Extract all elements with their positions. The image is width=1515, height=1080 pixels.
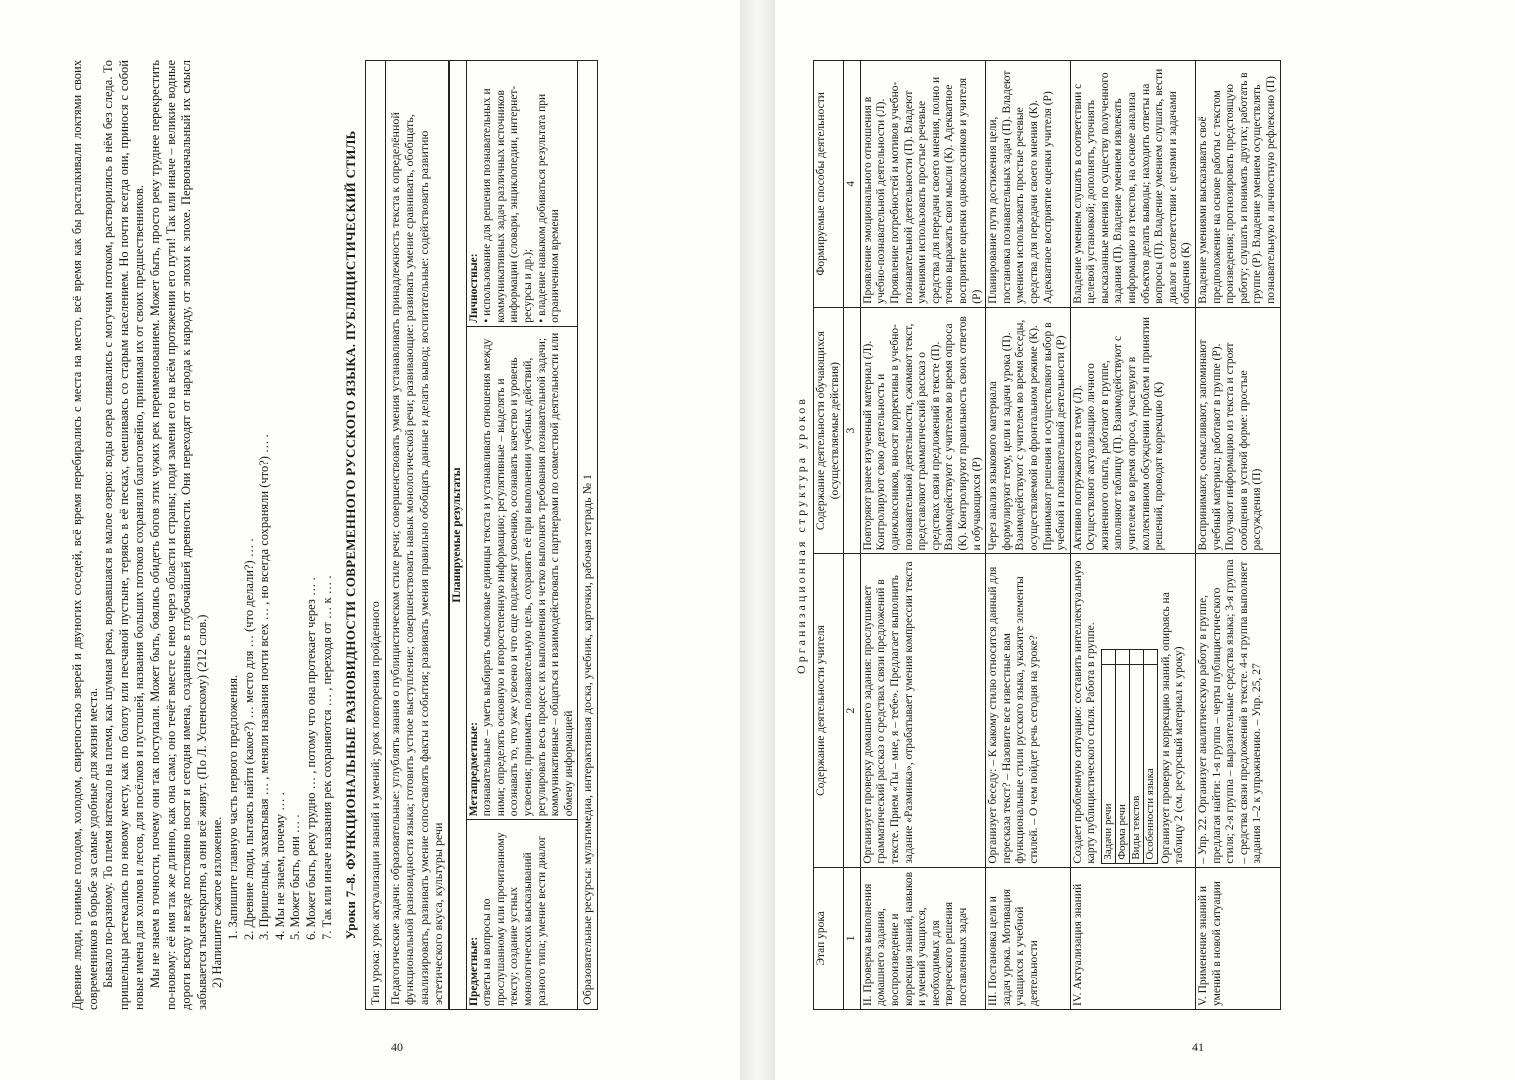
- task-item: 1. Запишите главную часть первого предложения.: [225, 674, 240, 940]
- table-heading: Организационная структура уроков: [794, 396, 808, 674]
- students-cell: Воспринимают, осмысливают, запоминают учебный материал; работают в группе (Р). Получают информацию из текста и строят сообщения в устной форме: простые рассуждения (П): [1196, 307, 1281, 554]
- table-row: [986, 61, 1071, 1010]
- stage-cell: IV. Актуализация знаний: [1070, 867, 1195, 1009]
- mind-map-row: Форма речи: [1115, 664, 1129, 863]
- page-40-rotated-content: [70, 60, 730, 1010]
- mind-map-table: [1101, 649, 1158, 863]
- column-header: Содержание деятельности обучающихся (осуществляемые действия): [814, 307, 844, 554]
- students-cell: Через анализ языкового материала формулируют тему, цели и задачи урока (П). Взаимодействуют с учителем во время беседы, осуществляемой во фронтальном режиме (К). Принимают решения и осуществляют выбор в учебной и познавательной деятельности (Р): [986, 307, 1071, 554]
- page-41-rotated-content: [790, 60, 1505, 1010]
- subject-results-text: ответы на вопросы по прослушанному или прочитанному тексту; создание устных монологических высказываний разного типа; умение вести диалог: [481, 832, 548, 1006]
- teacher-text: Создает проблемную ситуацию: составить интеллектуальную карту публицистического стиля. Работа в группе.: [1071, 560, 1098, 864]
- task-list: [226, 60, 335, 1010]
- column-number: 2: [844, 554, 861, 867]
- lesson-type: Тип урока: урок актуализации знаний и умений; урок повторения пройденного: [365, 60, 386, 1010]
- column-header: Содержание деятельности учителя: [814, 554, 844, 867]
- column-number: 1: [844, 867, 861, 1009]
- column-header: Формируемые способы деятельности: [814, 61, 844, 308]
- teacher-cell: Организует беседу: – К какому стилю относится данный для пересказа текст? – Назовите все известные вам функциональные стили русского языка, укажите элементы стилей. – О чем пойдет речь сегодня на уроке?: [986, 554, 1071, 867]
- results-header: Планируемые результаты: [450, 61, 467, 1010]
- lesson-title: Уроки 7–8. ФУНКЦИОНАЛЬНЫЕ РАЗНОВИДНОСТИ СОВРЕМЕННОГО РУССКОГО ЯЗЫКА. ПУБЛИЦИСТИЧЕСКИЙ СТИЛЬ: [343, 130, 359, 940]
- task-item: 5. Может быть, они … .: [288, 814, 303, 940]
- students-cell: Активно погружаются в тему (Л). Осуществляют актуализацию личного жизненного опыта, работают в группе, заполняют таблицу (П). Взаимодействуют с учителем во время опроса, участвуют в коллективном обсуждении проблем и принятии решений, проводят коррекцию (К): [1070, 307, 1195, 554]
- table-row: [860, 61, 985, 1010]
- column-number: 4: [844, 61, 861, 308]
- teacher-cell: Организует проверку домашнего задания: прослушивает грамматический рассказ о средствах связи предложений в тексте. Прием «Ты – мне, я – тебе». Предлагает выполнить задание «Разминка», отрабатывает умения компрессии текста: [860, 554, 985, 867]
- paragraph: Бывало по-разному. То племя натекало на племя, как шумная река, ворвавшаяся в малое озерко: воды озера сливались с могучим потоком, растворились в нём без следа. То пришельцы растекались по новому месту, как по болоту или песчаной пустыне, теряясь в её песках, смешиваясь со старым населением. Но почти всегда они, принося с собой новые имена для холмов и лесов, для посёлков и пустошей, названия больших потоков сохраняли благоговейно, принимая их от своих предшественников.: [101, 60, 147, 1010]
- column-number: 3: [844, 307, 861, 554]
- meta-results-title: Метапредметные:: [467, 722, 480, 817]
- table-row: [1196, 61, 1281, 1010]
- lesson-structure-table: [813, 60, 1281, 1010]
- page-number: 40: [391, 1040, 403, 1054]
- teacher-cell: – Упр. 22. Организует аналитическую работу в группе, предлагая найти: 1-я группа – черты публицистического стиля; 2-я группа – выразительные средства языка; 3-я группа – средства связи предложений в тексте. 4-я группа выполняет задания 1–2 к упражнению. – Упр. 25, 27: [1196, 554, 1281, 867]
- personal-result-item: владение навыком добиваться результата при ограниченном времени: [535, 93, 562, 323]
- paragraph: 2) Напишите сжатое изложение.: [210, 816, 225, 988]
- task-item: 2. Древние люди, пытаясь найти (какое?) … место для … (что делали?) … .: [241, 538, 256, 940]
- column-header: Этап урока: [814, 867, 844, 1009]
- mind-map-row: Задачи речи: [1101, 664, 1115, 863]
- table-row: [1070, 61, 1195, 1010]
- educational-resources: Образовательные ресурсы: мультимедиа, интерактивная доска, учебник, карточки, рабочая тетрадь № 1: [578, 60, 598, 1010]
- paragraph: Древние люди, гонимые голодом, холодом, свирепостью зверей и двуногих соседей, всё время перебирались с места на место, всё время как бы расталкивали локтями своих современников в борьбе за самые удобные для жизни места.: [70, 60, 100, 1010]
- mind-map-row: Особенности языка: [1143, 664, 1157, 863]
- stage-cell: II. Проверка выполнения домашнего задания, воспроизведение и коррекция знаний, навыков и умений учащихся, необходимых для творческого решения поставленных задач: [860, 867, 985, 1009]
- teacher-text: Организует проверку и коррекцию знаний, опираясь на таблицу 2 (см. ресурсный материал к уроку): [1159, 592, 1186, 864]
- personal-results-title: Личностные:: [467, 253, 480, 323]
- stage-cell: III. Постановка цели и задач урока. Мотивация учащихся к учебной деятельности: [986, 867, 1071, 1009]
- planned-results-table: Планируемые результаты Предметные: ответы на вопросы по прослушанному или прочитанному тексту; создание устных монологических высказываний разного типа; умение вести диалог Метапредметные: познавательные – уметь выбирать смысловые единицы текста и устанавливать отношения между ними; определять основную и второстепенную информацию; регулятивные – выделять и осознавать то, что уже усвоено и что еще подлежит усвоению, осознавать качество и уровень усвоения; принимать познавательную цель, сохранять её при выполнении учебных действий, регулировать весь процесс их выполнения и четко выполнять требования познавательной задачи; коммуникативные – общаться и взаимодействовать с партнерами по совместной деятельности или обмену информацией Личностные: • использование для решения познавательных и коммуникативных задач различных источников информации (словари, энциклопедии, интернет-ресурсы и др.); • владение навыком добиваться результата при ограниченном времени: [449, 60, 578, 1010]
- task-item: 7. Так или иначе названия рек сохраняются … , переходя от … к … .: [319, 575, 334, 940]
- teacher-cell: [1070, 554, 1195, 867]
- page-number: 41: [1192, 1040, 1204, 1054]
- skills-cell: Проявление эмоционального отношения в учебно-познавательной деятельности (Л). Проявление потребностей и мотивов учебно-познавательной деятельности (П). Владеют умениями использовать простые речевые средства для передачи своего мнения, полно и точно выражать свои мысли (К). Адекватное восприятие оценки одноклассников и учителя (Р): [860, 61, 985, 308]
- mind-map-row: Виды текстов: [1129, 664, 1143, 863]
- page-41: [775, 0, 1515, 1080]
- book-spine: [740, 0, 775, 1080]
- task-item: 3. Пришельцы, захватывая … , меняли названия почти всех … , но всегда сохраняли (что?) … .: [257, 434, 272, 940]
- personal-result-item: использование для решения познавательных и коммуникативных задач различных источников информации (словари, энциклопедии, интернет-ресурсы и др.);: [481, 85, 535, 323]
- task-item: 6. Может быть, реку трудно … , потому что она протекает через … .: [303, 577, 318, 940]
- skills-cell: Планирование пути достижения цели, постановка познавательных задач (П). Владеют умением использовать простые речевые средства для передачи своего мнения (К). Адекватное восприятие оценки учителя (Р): [986, 61, 1071, 308]
- task-item: 4. Мы не знаем, почему … .: [272, 792, 287, 940]
- pedagogical-goals: Педагогические задачи: образовательные: углублять знания о публицистическом стиле речи; совершенствовать умения устанавливать принадлежность текста к определённой функциональной разновидности языка; готовить устное выступление; совершенствовать навык монологической речи; развивающие: развивать умение сравнивать, обобщать, анализировать, развивать умение сопоставлять факты и события; развивать умения правильно обобщать данные и делать вывод; воспитательные: содействовать развитию эстетического вкуса, культуры речи: [386, 60, 449, 1010]
- stage-cell: V. Применение знаний и умений в новой ситуации: [1196, 867, 1281, 1009]
- students-cell: Повторяют ранее изученный материал (Л). Контролируют свою деятельность и одноклассников, вносят коррективы в учебно-познавательной деятельности, сжимают текст, представляют грамматический рассказ о средствах связи предложений в тексте (П). Взаимодействуют с учителем во время опроса (К). Контролируют правильность своих ответов и обучающихся (Р): [860, 307, 985, 554]
- paragraph: Мы не знаем в точности, почему они так поступали. Может быть, боялись обидеть богов этих чужих рек переименованием. Может быть, просто реку труднее перекрестить по-новому: её имя так же длинно, как она сама; оно течёт вместе с нею через области и страны; поди замени его на всём протяжении его пути! Так или иначе – великие водные дороги всюду и везде постоянно носят и сегодня имена, созданные в глубочайшей древности. Они переходят от народа к народу, от эпохи к эпохе. Первоначальный их смысл забывается тысячекратно, а они всё живут. (По Л. Успенскому) (212 слов.): [147, 60, 209, 1010]
- page-40: [0, 0, 740, 1080]
- skills-cell: Владение умениями высказывать своё предположение на основе работы с текстом произведения; прогнозировать предстоящую работу; слушать и понимать других; работать в группе (Р). Владение умением осуществлять познавательную и личностную рефлексию (П): [1196, 61, 1281, 308]
- meta-results-text: познавательные – уметь выбирать смысловые единицы текста и устанавливать отношения между ними; определять основную и второстепенную информацию; регулятивные – выделять и осознавать то, что уже усвоено и что еще подлежит усвоению, осознавать качество и уровень усвоения; принимать познавательную цель, сохранять её при выполнении учебных действий, регулировать весь процесс их выполнения и четко выполнять требования познавательной задачи; коммуникативные – общаться и взаимодействовать с партнерами по совместной деятельности или обмену информацией: [481, 332, 575, 817]
- skills-cell: Владение умением слушать в соответствии с целевой установкой; дополнять, уточнять высказанные мнения по существу полученного задания (П). Владение умением извлекать информацию из текстов, на основе анализа объектов делать выводы; находить ответы на вопросы (П). Владение умением слушать, вести диалог в соответствии с целями и задачами общения (К): [1070, 61, 1195, 308]
- subject-results-title: Предметные:: [467, 936, 480, 1006]
